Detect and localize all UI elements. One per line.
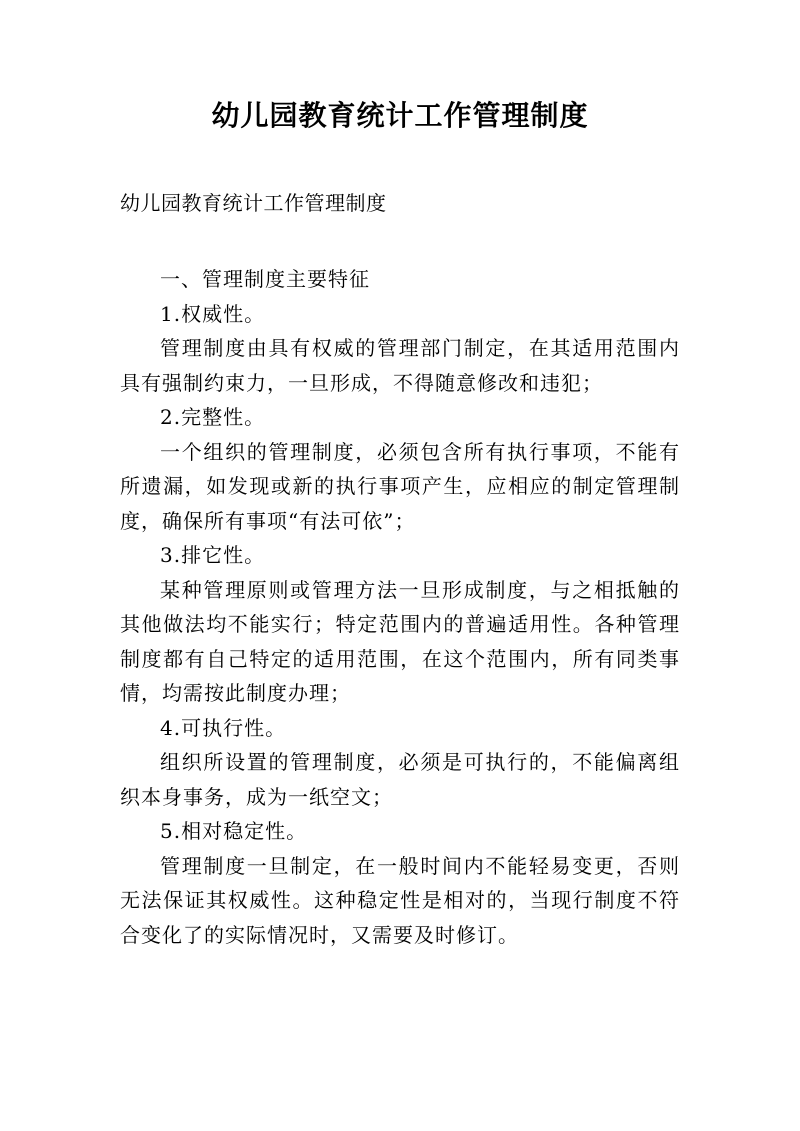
- paragraph: 管理制度一旦制定，在一般时间内不能轻易变更，否则无法保证其权威性。这种稳定性是相对的，当现行制度不符合变化了的实际情况时，又需要及时修订。: [120, 853, 680, 947]
- item-heading: 2.完整性。: [160, 405, 266, 429]
- document-title: 幼儿园教育统计工作管理制度: [211, 99, 589, 132]
- paragraph: 组织所设置的管理制度，必须是可执行的，不能偏离组织本身事务，成为一纸空文；: [120, 750, 680, 809]
- paragraph: 某种管理原则或管理方法一旦形成制度，与之相抵触的其他做法均不能实行；特定范围内的普遍适用性。各种管理制度都有自己特定的适用范围，在这个范围内，所有同类事情，均需按此制度办理；: [120, 577, 680, 705]
- paragraph: 一个组织的管理制度，必须包含所有执行事项，不能有所遗漏，如发现或新的执行事项产生，应相应的制定管理制度，确保所有事项“有法可依”；: [120, 439, 680, 533]
- document-body: [120, 262, 680, 952]
- item-heading: 5.相对稳定性。: [160, 819, 308, 843]
- item-heading: 1.权威性。: [160, 301, 266, 326]
- document-subtitle: 幼儿园教育统计工作管理制度: [120, 191, 387, 215]
- section-heading: 一、管理制度主要特征: [160, 267, 370, 291]
- item-heading: 3.排它性。: [160, 543, 266, 567]
- item-heading: 4.可执行性。: [160, 715, 287, 740]
- paragraph: 管理制度由具有权威的管理部门制定，在其适用范围内具有强制约束力，一旦形成，不得随意修改和违犯；: [120, 336, 680, 395]
